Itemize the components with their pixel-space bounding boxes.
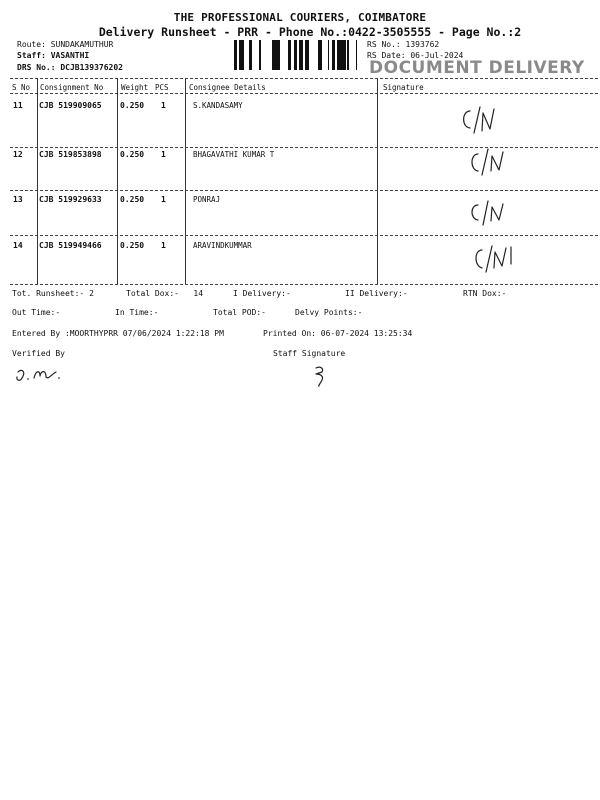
- i-delivery: I Delivery:-: [233, 289, 291, 298]
- row-rule: [10, 235, 598, 236]
- barcode-bar: [337, 40, 340, 70]
- rs-number: RS No.: 1393762: [367, 40, 440, 49]
- col-header-consignee: Consignee Details: [189, 83, 266, 92]
- barcode-bar: [234, 40, 237, 70]
- out-time: Out Time:-: [12, 308, 61, 317]
- row-weight: 0.250: [120, 195, 145, 204]
- col-divider: [377, 78, 378, 284]
- handwritten-signature: [470, 244, 520, 276]
- row-sno: 12: [13, 150, 23, 159]
- entered-by: Entered By :MOORTHYPRR 07/06/2024 1:22:18 PM: [12, 329, 224, 338]
- barcode: [232, 40, 360, 70]
- row-sno: 11: [13, 101, 23, 110]
- barcode-bar: [288, 40, 289, 70]
- barcode-bar: [278, 40, 280, 70]
- row-sno: 13: [13, 195, 23, 204]
- verifier-signature: [14, 364, 74, 386]
- barcode-bar: [334, 40, 335, 70]
- barcode-bar: [275, 40, 278, 70]
- barcode-bar: [299, 40, 300, 70]
- ii-delivery: II Delivery:-: [345, 289, 408, 298]
- barcode-bar: [300, 40, 303, 70]
- tot-runsheet: Tot. Runsheet:- 2: [12, 289, 94, 298]
- col-divider: [37, 78, 38, 284]
- drs-number: DRS No.: DCJB139376202: [17, 63, 123, 72]
- barcode-bar: [249, 40, 252, 70]
- handwritten-signature: [466, 146, 516, 178]
- table-top-rule: [10, 78, 598, 79]
- row-consignee: ARAVINDKUMMAR: [193, 241, 252, 250]
- barcode-bar: [294, 40, 297, 70]
- rs-date: RS Date: 06-Jul-2024: [367, 51, 464, 60]
- barcode-bar: [318, 40, 319, 70]
- col-header-weight: Weight: [121, 83, 149, 92]
- barcode-bar: [272, 40, 275, 70]
- row-weight: 0.250: [120, 241, 145, 250]
- runsheet-subtitle: Delivery Runsheet - PRR - Phone No.:0422-3505555 - Page No.:2: [98, 25, 522, 39]
- document-delivery-stamp: DOCUMENT DELIVERY: [369, 58, 585, 78]
- route-label: Route: SUNDAKAMUTHUR: [17, 40, 114, 49]
- barcode-bar: [332, 40, 334, 70]
- row-consignee: BHAGAVATHI KUMAR T: [193, 150, 275, 159]
- col-header-signature: Signature: [383, 83, 424, 92]
- header-rule: [10, 93, 598, 94]
- verified-by-label: Verified By: [12, 349, 65, 358]
- barcode-bar: [347, 40, 349, 70]
- row-pcs: 1: [161, 241, 166, 250]
- staff-signature: [310, 364, 334, 388]
- table-bottom-rule: [10, 284, 598, 285]
- row-consignment: CJB 519853898: [39, 150, 102, 159]
- col-header-sno: S No: [12, 83, 31, 92]
- rtn-dox: RTN Dox:-: [463, 289, 507, 298]
- row-pcs: 1: [161, 101, 166, 110]
- row-pcs: 1: [161, 150, 166, 159]
- row-rule: [10, 190, 598, 191]
- row-consignment: CJB 519929633: [39, 195, 102, 204]
- barcode-bar: [341, 40, 342, 70]
- barcode-bar: [241, 40, 243, 70]
- row-consignment: CJB 519909065: [39, 101, 102, 110]
- row-consignment: CJB 519949466: [39, 241, 102, 250]
- row-weight: 0.250: [120, 150, 145, 159]
- barcode-bar: [344, 40, 346, 70]
- in-time: In Time:-: [115, 308, 159, 317]
- total-dox: Total Dox:- 14: [126, 289, 204, 298]
- row-weight: 0.250: [120, 101, 145, 110]
- total-pod: Total POD:-: [213, 308, 266, 317]
- barcode-bar: [259, 40, 261, 70]
- barcode-bar: [308, 40, 309, 70]
- col-header-pcs: PCS: [155, 83, 169, 92]
- staff-label: Staff: VASANTHI: [17, 51, 90, 60]
- delvy-points: Delvy Points:-: [295, 308, 363, 317]
- barcode-bar: [243, 40, 244, 70]
- handwritten-signature: [466, 197, 516, 229]
- barcode-bar: [319, 40, 322, 70]
- barcode-bar: [289, 40, 291, 70]
- barcode-bar: [328, 40, 329, 70]
- col-divider: [117, 78, 118, 284]
- company-title: THE PROFESSIONAL COURIERS, COIMBATORE: [173, 11, 427, 24]
- staff-signature-label: Staff Signature: [273, 349, 346, 358]
- row-consignee: S.KANDASAMY: [193, 101, 243, 110]
- barcode-bar: [340, 40, 341, 70]
- printed-on: Printed On: 06-07-2024 13:25:34: [263, 329, 413, 338]
- handwritten-signature: [458, 105, 508, 137]
- col-header-consignment: Consignment No: [40, 83, 104, 92]
- barcode-bar: [239, 40, 241, 70]
- barcode-bar: [305, 40, 308, 70]
- row-pcs: 1: [161, 195, 166, 204]
- barcode-bar: [356, 40, 357, 70]
- barcode-bar: [342, 40, 343, 70]
- row-sno: 14: [13, 241, 23, 250]
- row-consignee: PONRAJ: [193, 195, 221, 204]
- col-divider: [185, 78, 186, 284]
- barcode-bar: [343, 40, 344, 70]
